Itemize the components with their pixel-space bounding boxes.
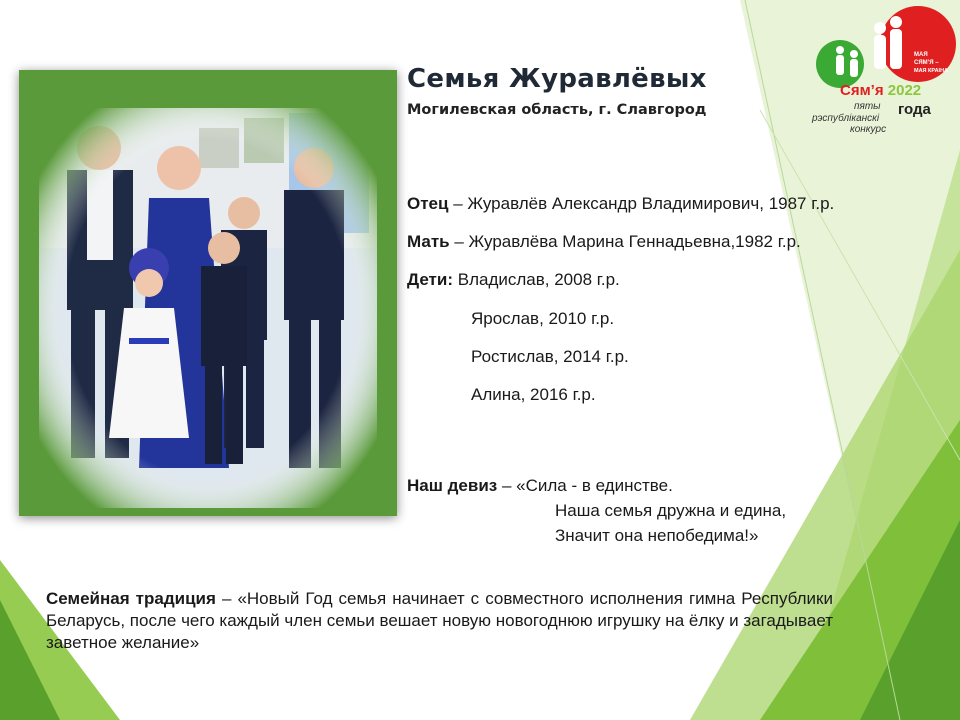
contest-logo	[810, 4, 958, 134]
logo-graphic	[810, 4, 958, 94]
family-tradition	[46, 588, 833, 654]
logo-title	[840, 82, 921, 99]
motto-row	[407, 476, 673, 496]
logo-line: конкурс	[850, 124, 887, 135]
motto-line: – «Сила - в единстве.	[497, 476, 673, 495]
mother-value: – Журавлёва Марина Геннадьевна,1982 г.р.	[449, 232, 801, 251]
family-photo	[39, 108, 377, 508]
logo-name: Сям’я	[840, 82, 884, 99]
mother-row	[407, 232, 801, 252]
tradition-label: Семейная традиция	[46, 589, 216, 608]
logo-badge: МАЯ	[914, 52, 928, 58]
logo-line: пяты	[854, 101, 881, 112]
mother-label: Мать	[407, 232, 450, 251]
motto-line: Наша семья дружна и едина,	[555, 501, 787, 520]
logo-badge: СЯМ’Я –	[914, 60, 939, 66]
child-item: Ростислав, 2014 г.р.	[471, 347, 629, 366]
logo-line: рэспубліканскі	[812, 113, 880, 124]
child-item: Алина, 2016 г.р.	[471, 385, 596, 404]
photo-frame	[19, 70, 397, 516]
motto-line: Значит она непобедима!»	[555, 526, 759, 545]
child-item: Владислав, 2008 г.р.	[457, 270, 620, 289]
children-row	[407, 270, 620, 290]
logo-year: 2022	[887, 82, 922, 99]
father-row	[407, 194, 834, 214]
tradition-text: – «Новый Год семья начинает с совместного исполнения гимна Республики Беларусь, после чего каждый член семьи вешает новую новогоднюю игрушку на ёлку и загадывает заветное желание»	[46, 589, 833, 652]
child-item: Ярослав, 2010 г.р.	[471, 309, 615, 328]
father-value: – Журавлёв Александр Владимирович, 1987 г.р.	[448, 194, 835, 213]
father-label: Отец	[407, 194, 449, 213]
page-subtitle: Могилевская область, г. Славгород	[407, 102, 707, 118]
children-label: Дети:	[407, 270, 453, 289]
page-title: Семья Журавлёвых	[407, 64, 707, 94]
logo-badge: МАЯ КРАІНА	[914, 68, 949, 74]
logo-year-suffix: года	[898, 101, 931, 118]
motto-label: Наш девиз	[407, 476, 498, 495]
